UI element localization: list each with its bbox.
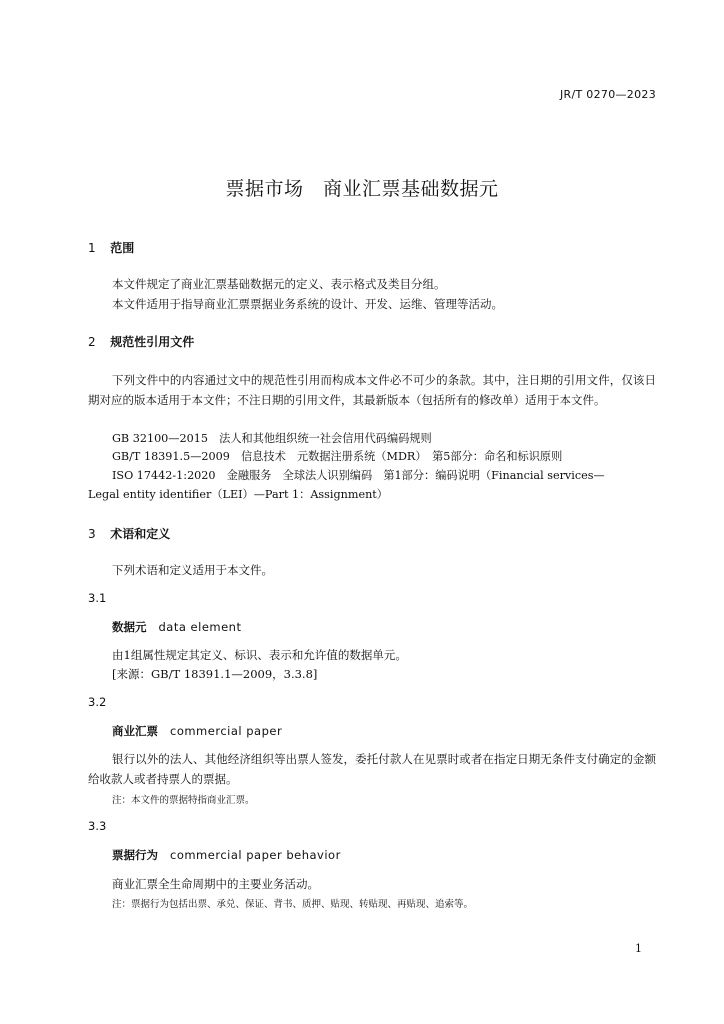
- term-definition: 由1组属性规定其定义、标识、表示和允许值的数据单元。: [112, 648, 407, 662]
- term-definition: 商业汇票全生命周期中的主要业务活动。: [112, 877, 319, 891]
- section-number: 1: [88, 241, 96, 255]
- term-chinese: 数据元: [112, 620, 147, 634]
- term-english: commercial paper behavior: [170, 848, 341, 862]
- section-number: 2: [88, 335, 96, 349]
- term-note: 注：本文件的票据特指商业汇票。: [112, 795, 255, 806]
- term-heading: [112, 723, 282, 739]
- scope-paragraph-2: 本文件适用于指导商业汇票票据业务系统的设计、开发、运维、管理等活动。: [112, 297, 503, 311]
- term-chinese: 票据行为: [112, 848, 158, 862]
- term-definition: 银行以外的法人、其他经济组织等出票人签发，委托付款人在见票时或者在指定日期无条件支付确定的金额给收款人或者持票人的票据。: [88, 752, 656, 786]
- term-number: 3.2: [88, 695, 107, 709]
- term-chinese: 商业汇票: [112, 724, 158, 738]
- reference-item: GB 32100—2015 法人和其他组织统一社会信用代码编码规则: [112, 432, 432, 445]
- term-note: 注：票据行为包括出票、承兑、保证、背书、质押、贴现、转贴现、再贴现、追索等。: [112, 899, 474, 910]
- term-number: 3.1: [88, 591, 107, 605]
- term-source: [来源：GB/T 18391.1—2009，3.3.8]: [112, 667, 318, 681]
- section-title: 术语和定义: [110, 527, 171, 541]
- reference-item: GB/T 18391.5—2009 信息技术 元数据注册系统（MDR） 第5部分：命名和标识原则: [112, 450, 563, 463]
- reference-item: ISO 17442-1:2020 金融服务 全球法人识别编码 第1部分：编码说明（Financial services—: [112, 469, 605, 482]
- scope-paragraph-1: 本文件规定了商业汇票基础数据元的定义、表示格式及类目分组。: [112, 277, 446, 291]
- section-number: 3: [88, 527, 96, 541]
- section-title: 规范性引用文件: [110, 335, 195, 349]
- section-2-heading: [88, 333, 194, 350]
- reference-item-continuation: Legal entity identifier（LEI）—Part 1：Assignment）: [88, 488, 388, 501]
- document-code: JR/T 0270—2023: [560, 88, 656, 101]
- term-english: commercial paper: [170, 724, 283, 738]
- term-english: data element: [158, 620, 242, 634]
- terms-intro-paragraph: 下列术语和定义适用于本文件。: [112, 563, 273, 577]
- term-number: 3.3: [88, 819, 107, 833]
- section-1-heading: [88, 239, 134, 256]
- term-heading: [112, 619, 241, 635]
- section-3-heading: [88, 525, 170, 542]
- page-number: 1: [635, 942, 642, 955]
- section-title: 范围: [110, 241, 135, 255]
- term-heading: [112, 847, 341, 863]
- document-title: 票据市场 商业汇票基础数据元: [225, 178, 499, 200]
- references-intro-paragraph: 下列文件中的内容通过文中的规范性引用而构成本文件必不可少的条款。其中，注日期的引用文件，仅该日期对应的版本适用于本文件；不注日期的引用文件，其最新版本（包括所有的修改单）适用于本文件。: [88, 373, 656, 407]
